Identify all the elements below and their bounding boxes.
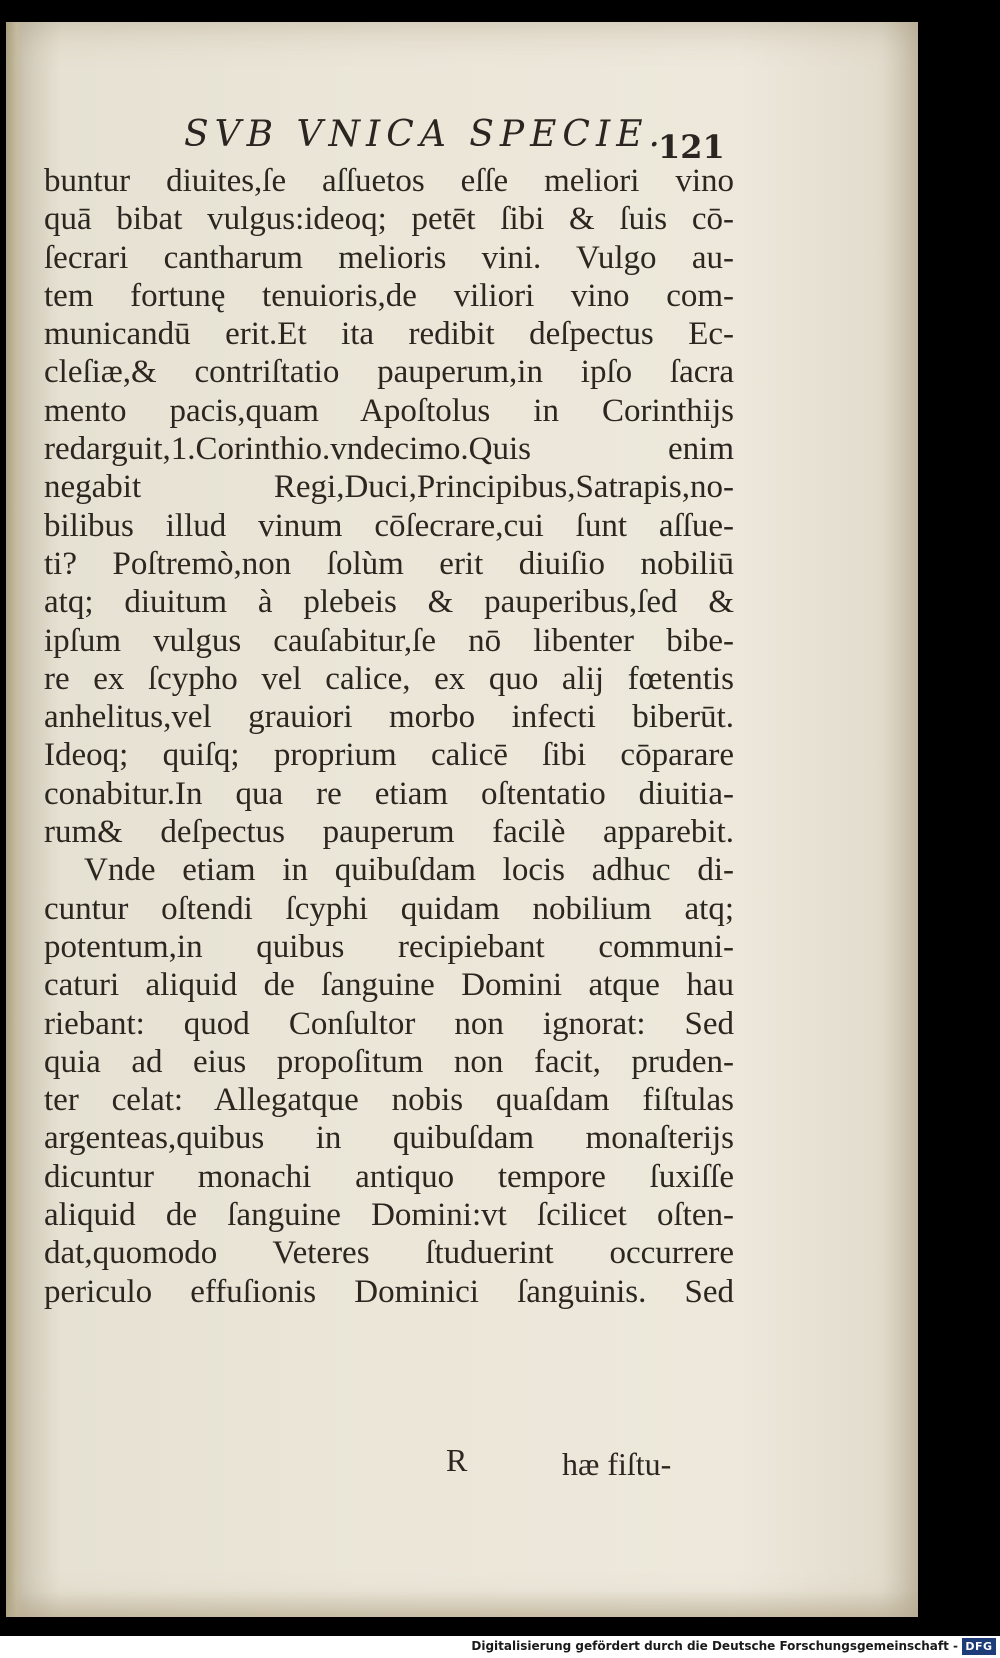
page-number: 121 — [658, 128, 725, 166]
text-line: atq; diuitum à plebeis & pauperibus,ſed & — [44, 584, 734, 621]
text-line: aliquid de ſanguine Domini:vt ſcilicet oſten- — [44, 1197, 734, 1234]
text-line: Vnde etiam in quibuſdam locis adhuc di- — [84, 852, 734, 889]
text-line: quā bibat vulgus:ideoq; petēt ſibi & ſuis cō- — [44, 201, 734, 238]
digitization-banner — [0, 1636, 1000, 1658]
text-line: caturi aliquid de ſanguine Domini atque hau — [44, 967, 734, 1004]
text-line: argenteas,quibus in quibuſdam monaſterijs — [44, 1120, 734, 1157]
catchword: hæ fiſtu- — [562, 1446, 672, 1482]
body-text — [44, 162, 734, 1311]
dfg-logo-icon: DFG — [962, 1638, 996, 1655]
text-line: ti? Poſtremò,non ſolùm erit diuiſio nobiliū — [44, 545, 734, 582]
book-page — [6, 22, 918, 1617]
text-line: re ex ſcypho vel calice, ex quo alij fœtentis — [44, 660, 734, 697]
text-line: conabitur.In qua re etiam oſtentatio diuitia- — [44, 775, 734, 812]
text-line: negabit Regi,Duci,Principibus,Satrapis,no- — [44, 469, 734, 506]
text-line: ipſum vulgus cauſabitur,ſe nō libenter bibe- — [44, 622, 734, 659]
text-line: municandū erit.Et ita redibit deſpectus Ec- — [44, 316, 734, 353]
running-head: SVB VNICA SPECIE. — [184, 114, 666, 155]
text-line: cuntur oſtendi ſcyphi quidam nobilium atq; — [44, 890, 734, 927]
text-line: mento pacis,quam Apoſtolus in Corinthijs — [44, 392, 734, 429]
text-line: quia ad eius propoſitum non facit, pruden- — [44, 1043, 734, 1080]
text-line: buntur diuites,ſe aſſuetos eſſe meliori vino — [44, 163, 734, 199]
text-line: redarguit,1.Corinthio.vndecimo.Quis enim — [44, 431, 734, 468]
text-line: ſecrari cantharum melioris vini. Vulgo au- — [44, 239, 734, 276]
text-line: cleſiæ,& contriſtatio pauperum,in ipſo ſacra — [44, 354, 734, 391]
signature-mark: R — [446, 1442, 468, 1478]
text-line: Ideoq; quiſq; proprium calicē ſibi cōparare — [44, 737, 734, 774]
banner-text: Digitalisierung gefördert durch die Deutsche Forschungsgemeinschaft - — [471, 1639, 958, 1653]
text-line: tem fortunę tenuioris,de viliori vino com- — [44, 277, 734, 314]
text-line: periculo effuſionis Dominici ſanguinis. Sed — [44, 1273, 734, 1310]
text-line: ter celat: Allegatque nobis quaſdam fiſtulas — [44, 1082, 734, 1119]
text-line: bilibus illud vinum cōſecrare,cui ſunt aſſue- — [44, 507, 734, 544]
text-line: riebant: quod Conſultor non ignorat: Sed — [44, 1005, 734, 1042]
text-line: potentum,in quibus recipiebant communi- — [44, 928, 734, 965]
text-line: anhelitus,vel grauiori morbo infecti biberūt. — [44, 699, 734, 736]
text-line: rum& deſpectus pauperum facilè apparebit. — [44, 814, 734, 851]
text-line: dat,quomodo Veteres ſtuduerint occurrere — [44, 1235, 734, 1272]
text-line: dicuntur monachi antiquo tempore ſuxiſſe — [44, 1158, 734, 1195]
